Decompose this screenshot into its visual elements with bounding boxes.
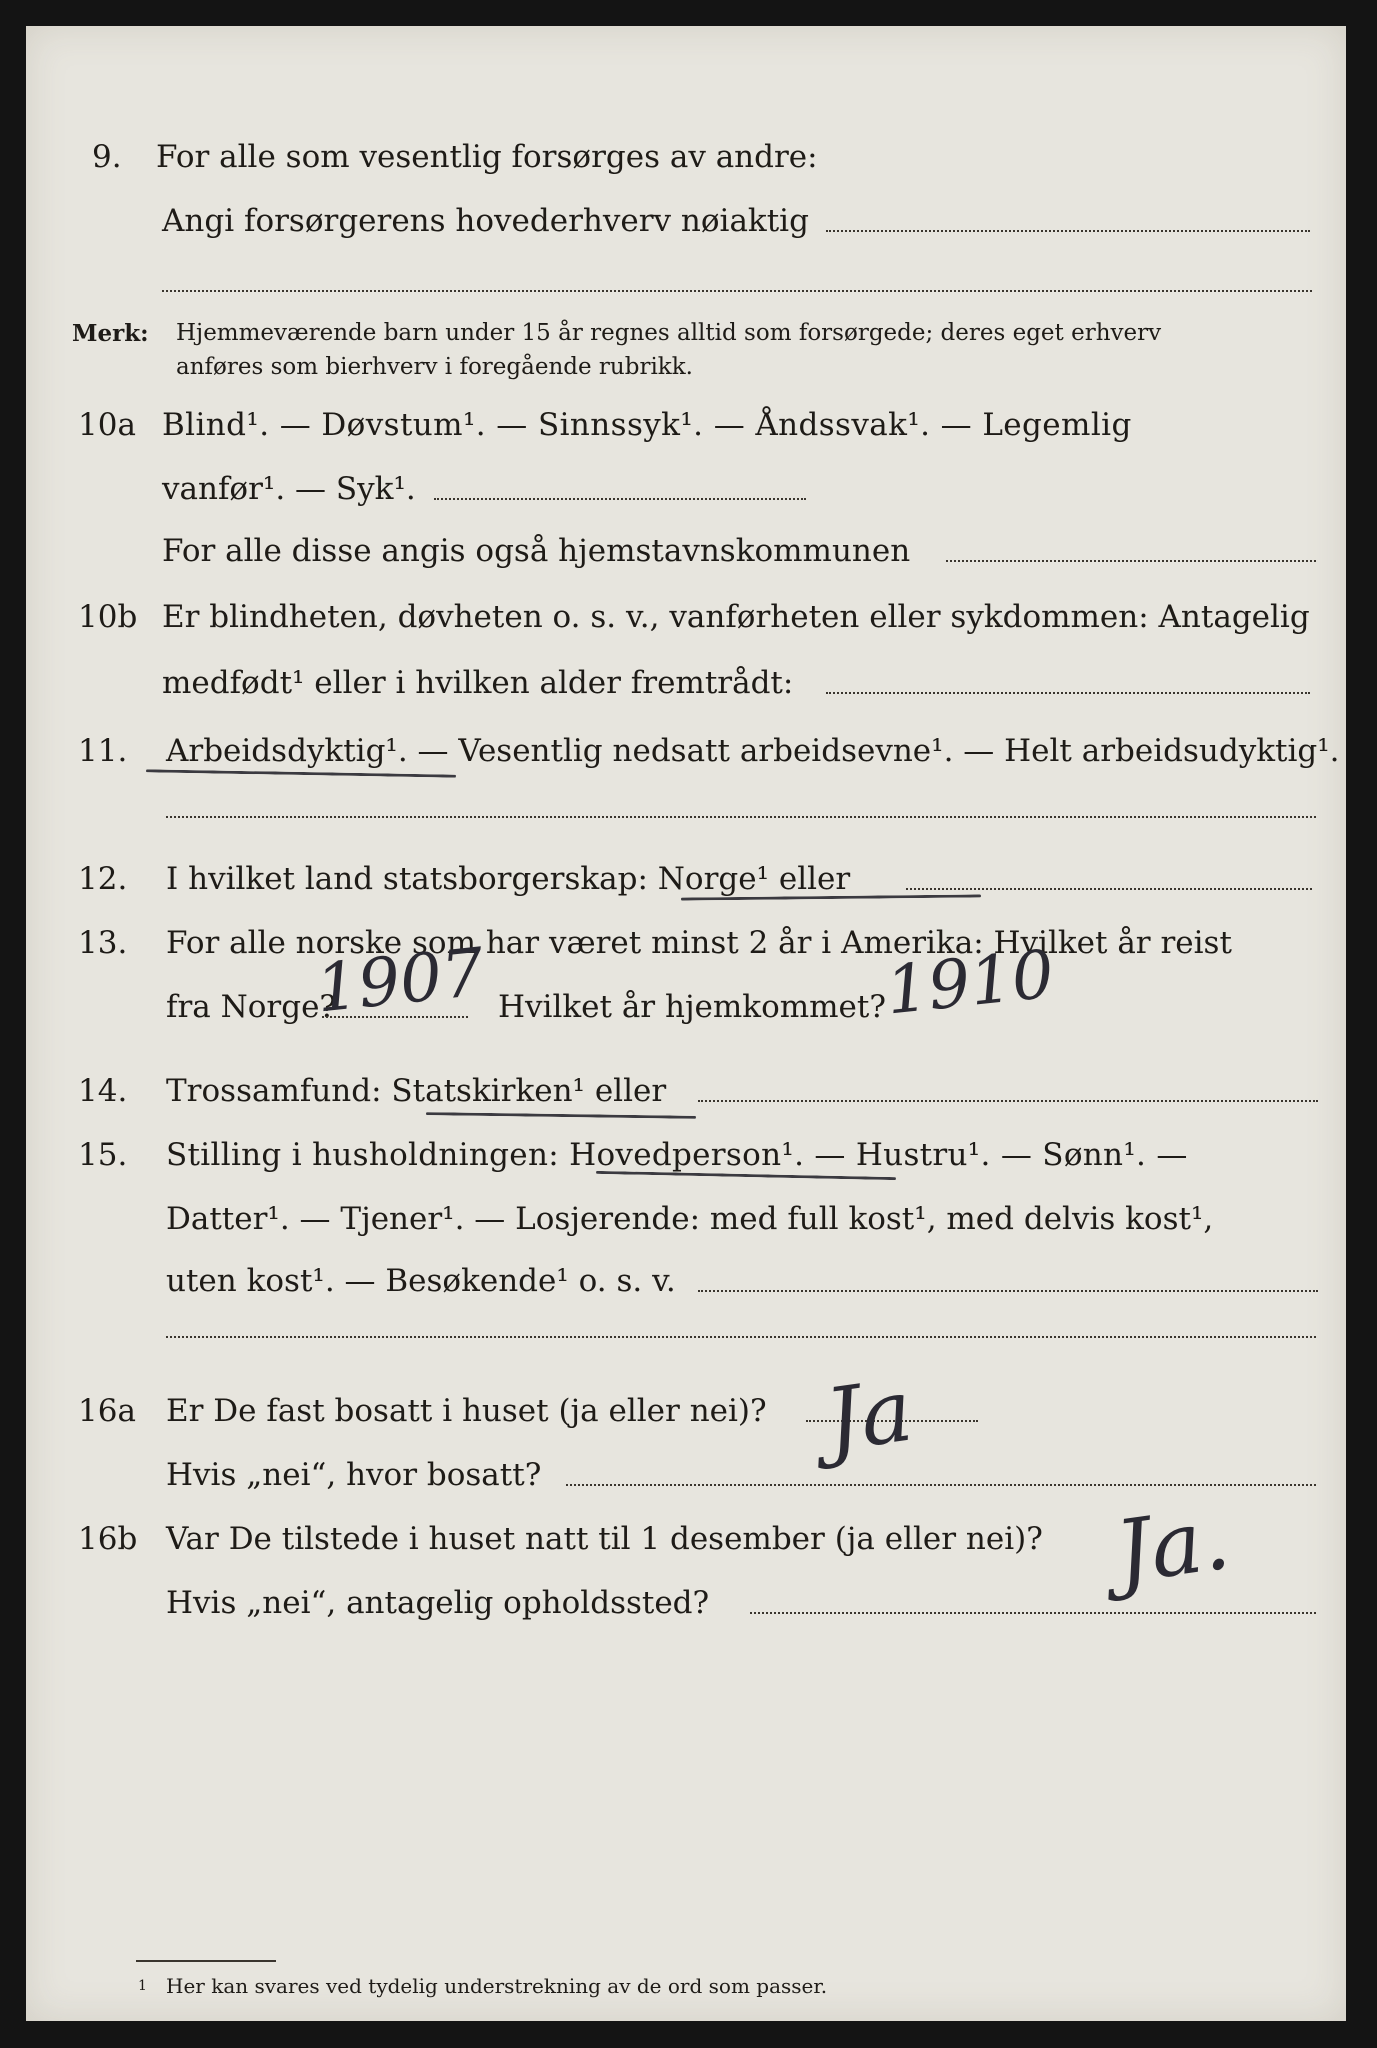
q16a-handwritten-answer: Ja — [819, 1360, 919, 1472]
q11-number: 11. — [78, 733, 128, 769]
q15-line2: Datter¹. — Tjener¹. — Losjerende: med full kost¹, med delvis kost¹, — [166, 1201, 1214, 1237]
q15-line3: uten kost¹. — Besøkende¹ o. s. v. — [166, 1263, 676, 1299]
q14-answer-line[interactable] — [698, 1100, 1318, 1102]
q15-answer-line[interactable] — [698, 1290, 1318, 1292]
merk-line1: Hjemmeværende barn under 15 år regnes alltid som forsørgede; deres eget erhverv — [176, 320, 1162, 346]
q10a-line3: For alle disse angis også hjemstavnskommunen — [162, 533, 911, 569]
q13-handwritten-year-return: 1910 — [882, 935, 1058, 1030]
q10a-line1: Blind¹. — Døvstum¹. — Sinnssyk¹. — Åndssvak¹. — Legemlig — [162, 407, 1132, 443]
q13-line2b: Hvilket år hjemkommet? — [498, 989, 886, 1025]
q16b-line2: Hvis „nei“, antagelig opholdssted? — [166, 1585, 710, 1621]
q16a-bosatt-line[interactable] — [566, 1484, 1316, 1486]
q11-underline-arbeidsdyktig — [146, 769, 456, 777]
merk-line2: anføres som bierhverv i foregående rubrikk. — [176, 354, 693, 380]
q16b-line1: Var De tilstede i huset natt til 1 desember (ja eller nei)? — [166, 1521, 1043, 1557]
q10b-number: 10b — [78, 599, 138, 635]
q16a-line2: Hvis „nei“, hvor bosatt? — [166, 1457, 542, 1493]
q9-line1: For alle som vesentlig forsørges av andre: — [156, 139, 818, 175]
q9-answer-line[interactable] — [826, 230, 1310, 232]
q9-number: 9. — [92, 139, 122, 175]
q14-number: 14. — [78, 1073, 128, 1109]
q16a-line1: Er De fast bosatt i huset (ja eller nei)? — [166, 1393, 767, 1429]
q13-handwritten-year-left: 1907 — [312, 933, 488, 1028]
q13-line1: For alle norske som har været minst 2 år i Amerika: Hvilket år reist — [166, 925, 1232, 961]
q13-line2a: fra Norge? — [166, 989, 337, 1025]
merk-label: Merk: — [72, 320, 149, 347]
q11-answer-line[interactable] — [166, 816, 1316, 818]
footnote-text: Her kan svares ved tydelig understrekning av de ord som passer. — [166, 1974, 828, 1998]
q12-number: 12. — [78, 861, 128, 897]
q16b-handwritten-answer: Ja. — [1109, 1488, 1236, 1604]
q15-number: 15. — [78, 1137, 128, 1173]
q10b-line2: medfødt¹ eller i hvilken alder fremtrådt: — [162, 665, 794, 701]
q9-answer-line-2[interactable] — [162, 290, 1312, 292]
q10b-answer-line[interactable] — [826, 692, 1310, 694]
q16b-opholdssted-line[interactable] — [750, 1612, 1316, 1614]
q14-underline-statskirken — [426, 1112, 696, 1119]
q10a-number: 10a — [78, 407, 136, 443]
q10a-hometown-line[interactable] — [946, 560, 1316, 562]
q10a-line2: vanfør¹. — Syk¹. — [162, 471, 416, 507]
q13-number: 13. — [78, 925, 128, 961]
census-form-page — [26, 26, 1346, 2021]
q15-line1: Stilling i husholdningen: Hovedperson¹. — Hustru¹. — Sønn¹. — — [166, 1137, 1188, 1173]
q14-line1: Trossamfund: Statskirken¹ eller — [166, 1073, 667, 1109]
q11-line1: Arbeidsdyktig¹. — Vesentlig nedsatt arbeidsevne¹. — Helt arbeidsudyktig¹. — [166, 733, 1340, 769]
q12-line1: I hvilket land statsborgerskap: Norge¹ eller — [166, 861, 851, 897]
q16a-number: 16a — [78, 1393, 136, 1429]
q16b-number: 16b — [78, 1521, 138, 1557]
footnote-rule — [136, 1960, 276, 1962]
q10a-answer-line[interactable] — [434, 498, 806, 500]
q10b-line1: Er blindheten, døvheten o. s. v., vanførheten eller sykdommen: Antagelig — [162, 599, 1310, 635]
q12-answer-line[interactable] — [906, 888, 1312, 890]
footnote-mark: 1 — [138, 1978, 147, 1994]
q9-line2: Angi forsørgerens hovederhverv nøiaktig — [162, 203, 809, 239]
q15-answer-line-2[interactable] — [166, 1336, 1316, 1338]
